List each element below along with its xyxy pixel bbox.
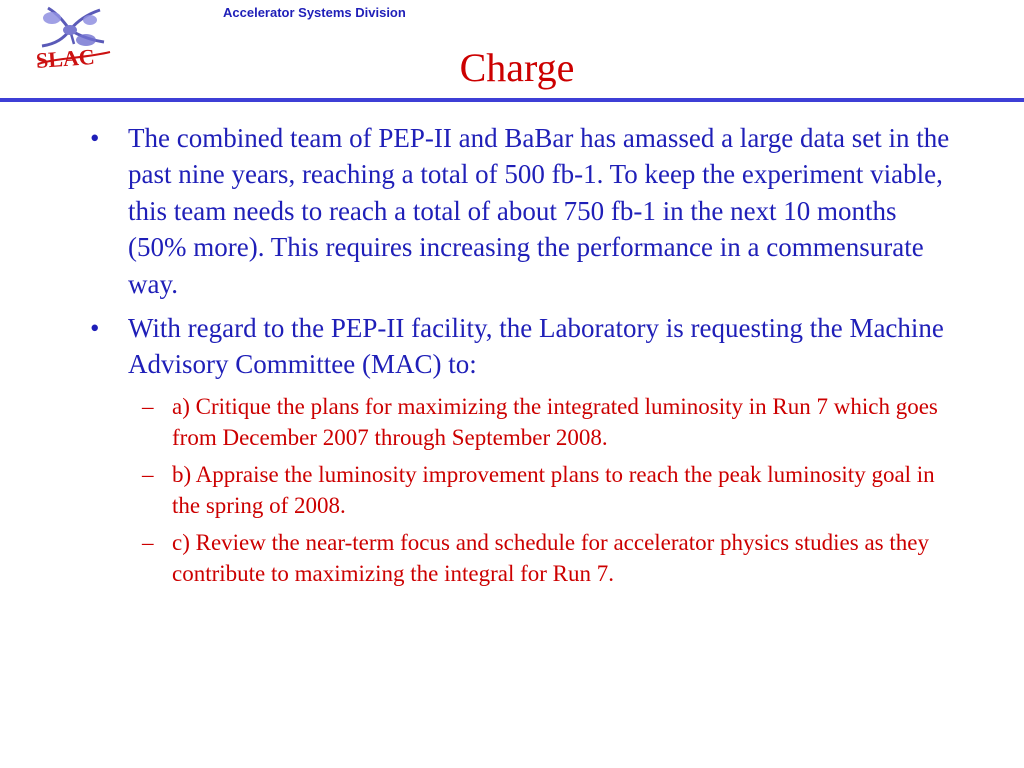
slac-logo-text: SLAC [35, 43, 96, 74]
division-label: Accelerator Systems Division [223, 5, 406, 20]
bullet-item [90, 120, 950, 302]
sub-bullet-marker: – [142, 461, 154, 487]
bullet-marker: • [90, 123, 100, 153]
bullet-list [90, 120, 950, 597]
sub-bullet-text: a) Critique the plans for maximizing the integrated luminosity in Run 7 which goes from December 2007 through September 2008. [172, 393, 938, 450]
bullet-text: With regard to the PEP-II facility, the Laboratory is requesting the Machine Advisory Committee (MAC) to: [128, 313, 944, 380]
sub-bullet-marker: – [142, 393, 154, 419]
sub-bullet-item [90, 459, 950, 521]
header-divider [0, 98, 1024, 102]
bullet-text: The combined team of PEP-II and BaBar has amassed a large data set in the past nine years, reaching a total of 500 fb-1. To keep the experiment viable, this team needs to reach a total of about 750 fb-1 in the next 10 months (50% more). This requires increasing the performance in a commensurate way. [128, 123, 950, 299]
sub-bullet-text: b) Appraise the luminosity improvement plans to reach the peak luminosity goal in the spring of 2008. [172, 461, 935, 518]
sub-bullet-marker: – [142, 529, 154, 555]
sub-bullet-item [90, 527, 950, 589]
sub-bullet-text: c) Review the near-term focus and schedule for accelerator physics studies as they contribute to maximizing the integral for Run 7. [172, 529, 929, 586]
sub-bullet-list [90, 391, 950, 589]
bullet-marker: • [90, 313, 100, 344]
sub-bullet-item [90, 391, 950, 453]
slide-title: Charge [459, 45, 575, 90]
bullet-item [90, 310, 950, 589]
